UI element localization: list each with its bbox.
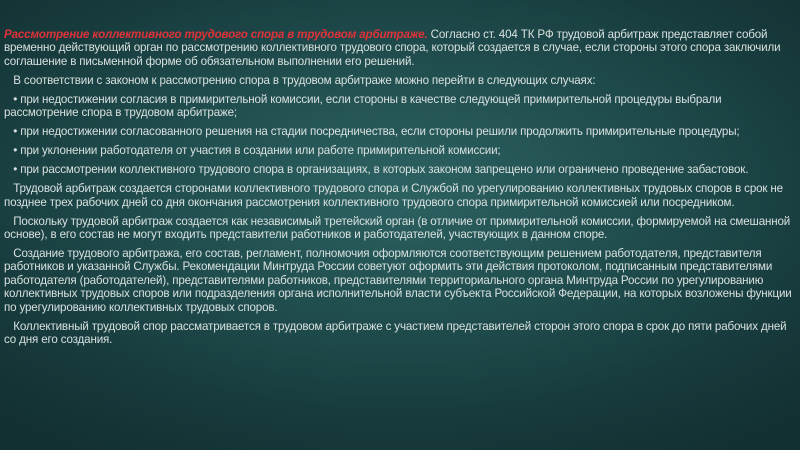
bullet-item: • при недостижении согласия в примирительной комиссии, если стороны в качестве следующей примирительной процедуры выбрали рассмотрение спора в трудовом арбитраже; xyxy=(4,92,725,120)
paragraph-independence: Поскольку трудовой арбитраж создается как независимый третейский орган (в отличие от примирительной комиссии, формируемой на смешанной основе), в его состав не могут входить представители работников и работодателей, участвующих в данном споре. xyxy=(4,214,794,242)
intro-paragraph xyxy=(4,28,794,68)
document-heading: Рассмотрение коллективного трудового спора в трудовом арбитраже. xyxy=(4,28,428,41)
bullet-item: • при рассмотрении коллективного трудового спора в организациях, в которых законом запрещено или ограничено проведение забастовок. xyxy=(4,163,749,177)
paragraph-creation: Трудовой арбитраж создается сторонами коллективного трудового спора и Службой по урегулированию коллективных трудовых споров в срок не позднее трех рабочих дней со дня окончания рассмотрения коллективного трудового спора примирительной комиссией или посредником. xyxy=(4,182,787,209)
document-body xyxy=(4,28,794,352)
paragraph-formalization: Создание трудового арбитража, его состав, регламент, полномочия оформляются соответствующим решением работодателя, представителя работников и указанной Службы. Рекомендации Минтруда России советуют оформить эти действия протоколом, подписанным представителями работодателя (работодателей), представителями работников, представителями территориального органа Минтруда России по урегулированию коллективных трудовых споров или подразделения органа исполнительной власти субъекта Российской Федерации, на которых возложены функции по урегулированию коллективных трудовых споров. xyxy=(4,247,795,314)
bullet-item: • при уклонении работодателя от участия в создании или работе примирительной комиссии; xyxy=(4,144,501,158)
paragraph-term: Коллективный трудовой спор рассматривается в трудовом арбитраже с участием представителей сторон этого спора в срок до пяти рабочих дней со дня его создания. xyxy=(4,319,790,347)
paragraph-cases-intro: В соответствии с законом к рассмотрению спора в трудовом арбитраже можно перейти в следующих случаях: xyxy=(4,73,596,87)
bullet-item: • при недостижении согласованного решения на стадии посредничества, если стороны решили продолжить примирительные процедуры; xyxy=(4,125,740,139)
intro-text: Согласно ст. 404 ТК РФ трудовой арбитраж представляет собой временно действующий орган по рассмотрению коллективного трудового спора, который создается в случае, если стороны этого спора заключили соглашение в письменной форме об обязательном выполнении его решений. xyxy=(4,28,784,68)
